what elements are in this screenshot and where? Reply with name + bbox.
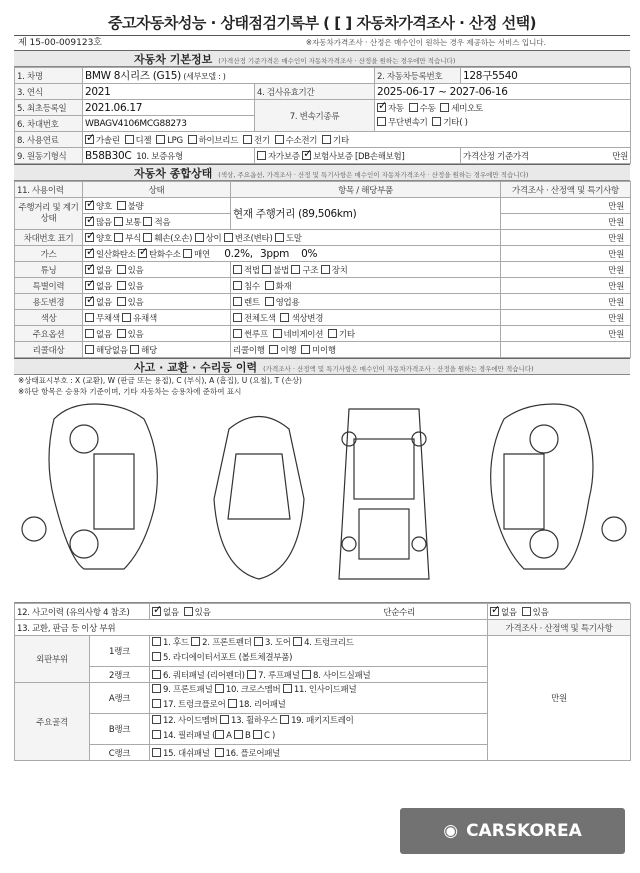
label-options: 주요옵션 — [15, 326, 83, 342]
checkbox-tuning-yes[interactable] — [117, 265, 126, 274]
won-cell: 만원 — [501, 310, 631, 326]
checkbox-side-member[interactable] — [152, 715, 161, 724]
checkbox-tuning-device[interactable] — [321, 265, 330, 274]
car-outline-diagram — [14, 399, 630, 599]
car-left-side-icon — [49, 404, 157, 569]
part-dash-panel: 15. 대쉬패널 — [163, 748, 210, 759]
checkbox-mileage-normal[interactable] — [114, 217, 123, 226]
won-cell: 만원 — [501, 246, 631, 262]
part-front-panel: 9. 프론트패널 — [163, 685, 213, 695]
rank-c: C랭크 — [90, 745, 150, 761]
checkbox-mileage-low[interactable] — [143, 217, 152, 226]
label-exchange: 13. 교환, 판금 등 이상 부위 — [15, 620, 488, 636]
car-frame-icon — [339, 409, 429, 579]
checkbox-trunk-floor[interactable] — [152, 699, 161, 708]
checkbox-quarter-panel[interactable] — [152, 670, 161, 679]
won-cell: 만원 — [488, 636, 631, 761]
car-name-value: BMW 8시리즈 (G15) — [85, 70, 181, 82]
rank-b: B랭크 — [90, 714, 150, 745]
part-wheel-house: 13. 휠하우스 — [231, 716, 278, 726]
checkbox-hydrogen[interactable] — [275, 135, 284, 144]
checkbox-tuning-structure[interactable] — [291, 265, 300, 274]
document-number: 제 15-00-009123호 — [18, 38, 103, 48]
part-trunk-lid: 4. 트렁크리드 — [304, 638, 354, 648]
odo-good: 양호 — [96, 201, 112, 212]
simple-none: 없음 — [501, 607, 517, 618]
gas-co: 일산화탄소 — [96, 249, 136, 260]
part-side-member: 12. 사이드멤버 — [163, 716, 218, 726]
part-hood: 1. 후드 — [163, 638, 189, 648]
checkbox-options-none[interactable] — [85, 329, 94, 338]
legend-note-2: ※하단 항목은 승용차 기준이며, 기타 자동차는 승용차에 준하여 표시 — [18, 387, 242, 396]
won-cell: 만원 — [501, 230, 631, 246]
recall-done-label: 리콜이행 — [233, 345, 265, 356]
vin-altered: 변조(변타) — [234, 233, 273, 244]
checkbox-fuel-other[interactable] — [322, 135, 331, 144]
checkbox-electric[interactable] — [243, 135, 252, 144]
recall-na: 해당없음 — [96, 345, 128, 356]
car-right-side-icon — [491, 404, 593, 569]
checkbox-color-change[interactable] — [280, 313, 289, 322]
checkbox-auto[interactable] — [377, 103, 386, 112]
label-main-frame: 주요골격 — [15, 683, 90, 761]
service-note: ※자동차가격조사 · 산정은 매수인이 원하는 경우 제공하는 서비스 입니다. — [305, 38, 546, 47]
checkbox-simple-none[interactable] — [490, 607, 499, 616]
overall-status-table — [14, 181, 631, 358]
options-none: 없음 — [96, 329, 112, 340]
right-marker-icon — [602, 517, 626, 541]
watermark-text: CARSKOREA — [466, 821, 582, 841]
gas-hc: 탄화수소 — [148, 249, 181, 260]
vin-damaged: 훼손(오손) — [154, 233, 193, 244]
checkbox-tuning-legal[interactable] — [233, 265, 242, 274]
part-quarter-panel: 6. 쿼터패널 (리어펜더) — [163, 670, 245, 681]
checkbox-recall-yes[interactable] — [130, 345, 139, 354]
usage-none: 없음 — [96, 297, 112, 308]
checkbox-dash-panel[interactable] — [152, 748, 161, 757]
label-engine: 9. 원동기형식 — [15, 148, 83, 164]
label-color: 색상 — [15, 310, 83, 326]
accident-yes: 있음 — [194, 607, 211, 618]
checkbox-recall-not-done[interactable] — [301, 345, 310, 354]
rank-1: 1랭크 — [90, 636, 150, 667]
label-simple-repair: 단순수리 — [383, 607, 416, 618]
special-yes: 있음 — [127, 281, 144, 292]
checkbox-options-yes[interactable] — [117, 329, 126, 338]
color-change: 색상변경 — [291, 313, 324, 324]
tuning-yes: 있음 — [127, 265, 144, 276]
checkbox-lpg[interactable] — [156, 135, 165, 144]
special-none: 없음 — [96, 281, 112, 292]
section-note: (가격산정 기준가격은 매수인이 자동차가격조사 · 산정을 원하는 경우에만 적습니다) — [218, 57, 456, 65]
label-fuel: 8. 사용연료 — [15, 132, 83, 148]
checkbox-recall-done[interactable] — [269, 345, 278, 354]
part-front-fender: 2. 프론트펜더 — [202, 638, 252, 648]
checkbox-navigation[interactable] — [273, 329, 282, 338]
mileage-high: 많음 — [96, 217, 112, 228]
odo-bad: 불량 — [127, 201, 144, 212]
checkbox-roof-panel[interactable] — [247, 670, 256, 679]
label-price-base: 가격산정 기준가격 — [463, 151, 529, 162]
reg-no-value: 128구5540 — [461, 68, 631, 84]
checkbox-usage-yes[interactable] — [117, 297, 126, 306]
checkbox-semi-auto[interactable] — [440, 103, 449, 112]
empty-cell — [501, 342, 631, 358]
col-usage: 11. 사용이력 — [15, 182, 83, 198]
section-title: 자동차 기본정보 — [134, 53, 213, 66]
checkbox-options-other[interactable] — [328, 329, 337, 338]
checkbox-flood[interactable] — [233, 281, 242, 290]
checkbox-vin-altered[interactable] — [224, 233, 233, 242]
hc-value: 3ppm — [260, 247, 290, 260]
trans-auto-label: 자동 — [388, 103, 404, 114]
checkbox-diesel[interactable] — [125, 135, 134, 144]
label-warranty: 10. 보증유형 — [136, 151, 183, 162]
fuel-hybrid: 하이브리드 — [198, 135, 239, 146]
tuning-illegal: 불법 — [273, 265, 290, 276]
label-reg-no: 2. 자동차등록번호 — [375, 68, 461, 84]
mileage-normal: 보통 — [125, 217, 142, 228]
checkbox-commercial[interactable] — [265, 297, 274, 306]
won-cell: 만원 — [501, 262, 631, 278]
fuel-gasoline: 가솔린 — [96, 135, 120, 146]
trans-cvt-label: 무단변속기 — [388, 117, 428, 128]
checkbox-pillar-b[interactable] — [234, 730, 243, 739]
part-rear-panel: 18. 리어패널 — [238, 700, 286, 710]
first-reg-value: 2021.06.17 — [83, 100, 255, 116]
vin-rust: 부식 — [125, 233, 142, 244]
checkbox-wheel-house[interactable] — [220, 715, 229, 724]
sub-model: (세부모델 : ) — [183, 72, 226, 81]
checkbox-accident-yes[interactable] — [184, 607, 193, 616]
label-accident: 12. 사고이력 (유의사항 4 참조) — [15, 604, 150, 620]
warranty-insurer: 보험사보증 [DB손해보험] — [313, 151, 405, 162]
page-title: 중고자동차성능 · 상태점검기록부 ( [ ] 자동차가격조사 · 산정 선택) — [14, 10, 630, 36]
overall-status-header — [14, 164, 630, 181]
checkbox-self-warranty[interactable] — [257, 151, 266, 160]
checkbox-vin-good[interactable] — [85, 233, 94, 242]
pillar-b: B — [245, 731, 251, 741]
accident-none: 없음 — [163, 607, 179, 618]
checkbox-tuning-none[interactable] — [85, 265, 94, 274]
inspection-period-value: 2025-06-17 ~ 2027-06-16 — [375, 84, 631, 100]
odometer-value: 현재 주행거리 (89,506km) — [233, 208, 357, 220]
simple-yes: 있음 — [532, 607, 549, 618]
checkbox-hc[interactable] — [138, 249, 147, 258]
won-cell: 만원 — [501, 214, 631, 230]
part-inside-panel: 11. 인사이드패널 — [293, 685, 357, 695]
checkbox-vin-damaged[interactable] — [143, 233, 152, 242]
checkbox-inside-panel[interactable] — [283, 684, 292, 693]
checkbox-gasoline[interactable] — [85, 135, 94, 144]
pillar-a: A — [226, 731, 232, 741]
commercial: 영업용 — [275, 297, 300, 308]
left-marker-icon — [22, 517, 46, 541]
fuel-other: 기타 — [333, 135, 349, 146]
accident-history-table — [14, 603, 631, 761]
co-value: 0.2%, — [224, 247, 253, 260]
logo-icon: ◉ — [443, 821, 459, 841]
checkbox-pillar-a[interactable] — [215, 730, 224, 739]
legend-note: ※상태표시부호 : X (교환), W (판금 또는 용접), C (부식), A (흠집), U (요철), T (손상) — [18, 376, 302, 385]
fire: 화재 — [275, 281, 292, 292]
checkbox-odo-bad[interactable] — [117, 201, 126, 210]
warranty-self: 자가보증 — [268, 151, 300, 162]
col-state: 상태 — [83, 182, 231, 198]
checkbox-fire[interactable] — [265, 281, 274, 290]
checkbox-rear-panel[interactable] — [228, 699, 237, 708]
col-price: 가격조사 · 산정액 및 특기사항 — [488, 620, 631, 636]
checkbox-special-none[interactable] — [85, 281, 94, 290]
rank-a: A랭크 — [90, 683, 150, 714]
label-tuning: 튜닝 — [15, 262, 83, 278]
checkbox-manual[interactable] — [409, 103, 418, 112]
part-cross-member: 10. 크로스멤버 — [225, 685, 281, 695]
checkbox-pillar-c[interactable] — [253, 730, 262, 739]
year-value: 2021 — [83, 84, 255, 100]
vin-painted: 도말 — [285, 233, 302, 244]
label-vin-mark: 차대번호 표기 — [15, 230, 83, 246]
checkbox-radiator-support[interactable] — [152, 652, 161, 661]
label-recall: 리콜대상 — [15, 342, 83, 358]
checkbox-vin-rust[interactable] — [114, 233, 123, 242]
checkbox-side-sill[interactable] — [302, 670, 311, 679]
part-roof-panel: 7. 루프패널 — [258, 670, 300, 681]
tuning-device: 장치 — [331, 265, 348, 276]
checkbox-cvt[interactable] — [377, 117, 386, 126]
won-cell: 만원 — [501, 326, 631, 342]
checkbox-chromatic[interactable] — [122, 313, 131, 322]
section-note: (색상, 주요옵션, 가격조사 · 산정 및 특기사항은 매수인이 자동차가격조사 · 산정을 원하는 경우에만 적습니다) — [218, 171, 529, 179]
part-side-sill: 8. 사이드실패널 — [313, 670, 371, 681]
trans-manual-label: 수동 — [419, 103, 436, 114]
checkbox-insurer-warranty[interactable] — [302, 151, 311, 160]
tuning-legal: 적법 — [244, 265, 260, 276]
options-other: 기타 — [338, 329, 355, 340]
checkbox-accident-none[interactable] — [152, 607, 161, 616]
section-title: 사고 · 교환 · 수리등 이력 — [134, 361, 258, 374]
recall-yes: 해당 — [141, 345, 157, 356]
usage-yes: 있음 — [127, 297, 144, 308]
won-unit: 만원 — [612, 151, 629, 162]
tuning-structure: 구조 — [302, 265, 319, 276]
part-radiator-support: 5. 라디에이터서포트 (볼트체결부품) — [163, 653, 293, 663]
checkbox-smoke[interactable] — [183, 249, 192, 258]
fuel-electric: 전기 — [253, 135, 270, 146]
checkbox-front-panel[interactable] — [152, 684, 161, 693]
checkbox-hybrid[interactable] — [188, 135, 197, 144]
car-damage-diagram — [14, 375, 630, 603]
checkbox-cross-member[interactable] — [215, 684, 224, 693]
pillar-c: C ) — [263, 731, 276, 741]
label-usage-change: 용도변경 — [15, 294, 83, 310]
flood: 침수 — [244, 281, 260, 292]
checkbox-tuning-illegal[interactable] — [262, 265, 271, 274]
tuning-none: 없음 — [96, 265, 112, 276]
col-price: 가격조사 · 산정액 및 특기사항 — [501, 182, 631, 198]
checkbox-odo-good[interactable] — [85, 201, 94, 210]
col-item: 항목 / 해당부품 — [231, 182, 501, 198]
label-outer-panel: 외판부위 — [15, 636, 90, 683]
checkbox-co[interactable] — [85, 249, 94, 258]
checkbox-hood[interactable] — [152, 637, 161, 646]
fuel-lpg: LPG — [167, 135, 183, 146]
trans-other-label: 기타( ) — [443, 117, 468, 128]
trans-semi-label: 세미오토 — [451, 103, 483, 114]
part-door: 3. 도어 — [265, 638, 291, 648]
checkbox-floor-panel[interactable] — [215, 748, 224, 757]
checkbox-recall-na[interactable] — [85, 345, 94, 354]
won-cell: 만원 — [501, 278, 631, 294]
carskorea-watermark — [400, 808, 625, 854]
options-yes: 있음 — [127, 329, 144, 340]
checkbox-pillar-panel[interactable] — [152, 730, 161, 739]
fuel-diesel: 디젤 — [135, 135, 152, 146]
part-trunk-floor: 17. 트렁크플로어 — [163, 700, 226, 710]
checkbox-vin-painted[interactable] — [275, 233, 284, 242]
checkbox-trunk-lid[interactable] — [293, 637, 302, 646]
label-special-history: 특별이력 — [15, 278, 83, 294]
label-odometer: 주행거리 및 계기상태 — [15, 198, 83, 230]
chromatic: 유채색 — [133, 313, 157, 324]
section-title: 자동차 종합상태 — [134, 167, 213, 180]
rent: 렌트 — [244, 297, 260, 308]
inspection-record-form — [14, 10, 630, 868]
engine-value: B58B30C — [85, 149, 132, 162]
part-package-tray: 19. 패키지트레이 — [291, 716, 354, 726]
checkbox-full-paint[interactable] — [233, 313, 242, 322]
fuel-hydrogen: 수소전기 — [285, 135, 318, 146]
vin-mismatch: 상이 — [205, 233, 222, 244]
label-first-reg: 5. 최초등록일 — [15, 100, 83, 116]
basic-info-table — [14, 67, 631, 164]
doc-header-row — [14, 36, 630, 50]
part-floor-panel: 16. 플로어패널 — [225, 748, 281, 759]
checkbox-vin-mismatch[interactable] — [195, 233, 204, 242]
vin-good: 양호 — [96, 233, 112, 244]
rank-2: 2랭크 — [90, 667, 150, 683]
won-cell: 만원 — [501, 198, 631, 214]
vin-value: WBAGV4106MCG88273 — [83, 116, 255, 132]
label-vin: 6. 차대번호 — [15, 116, 83, 132]
label-year: 3. 연식 — [15, 84, 83, 100]
checkbox-mileage-high[interactable] — [85, 217, 94, 226]
basic-info-header — [14, 50, 630, 67]
smoke-value: 0% — [301, 247, 318, 260]
recall-done: 이행 — [280, 345, 297, 356]
label-gas: 가스 — [15, 246, 83, 262]
gas-smoke: 매연 — [194, 249, 210, 260]
achromatic: 무채색 — [96, 313, 120, 324]
won-cell: 만원 — [501, 294, 631, 310]
checkbox-rent[interactable] — [233, 297, 242, 306]
label-inspection-period: 4. 검사유효기간 — [255, 84, 375, 100]
part-pillar-panel: 14. 필러패널 ( — [163, 731, 216, 741]
label-car-name: 1. 차명 — [15, 68, 83, 84]
navigation: 네비게이션 — [283, 329, 324, 340]
checkbox-achromatic[interactable] — [85, 313, 94, 322]
accident-history-header — [14, 358, 630, 375]
recall-not-done: 미이행 — [312, 345, 336, 356]
checkbox-simple-yes[interactable] — [522, 607, 531, 616]
full-paint: 전체도색 — [244, 313, 276, 324]
checkbox-special-yes[interactable] — [117, 281, 126, 290]
section-note: (가격조사 · 산정액 및 특기사항은 매수인이 자동차가격조사 · 산정을 원하는 경우에만 적습니다) — [263, 365, 534, 373]
label-transmission: 7. 변속기종류 — [255, 100, 375, 132]
sunroof: 썬루프 — [244, 329, 268, 340]
checkbox-door[interactable] — [254, 637, 263, 646]
checkbox-front-fender[interactable] — [191, 637, 200, 646]
mileage-low: 적음 — [154, 217, 171, 228]
checkbox-sunroof[interactable] — [233, 329, 242, 338]
checkbox-usage-none[interactable] — [85, 297, 94, 306]
checkbox-package-tray[interactable] — [280, 715, 289, 724]
checkbox-trans-other[interactable] — [432, 117, 441, 126]
car-top-view-icon — [214, 417, 304, 580]
